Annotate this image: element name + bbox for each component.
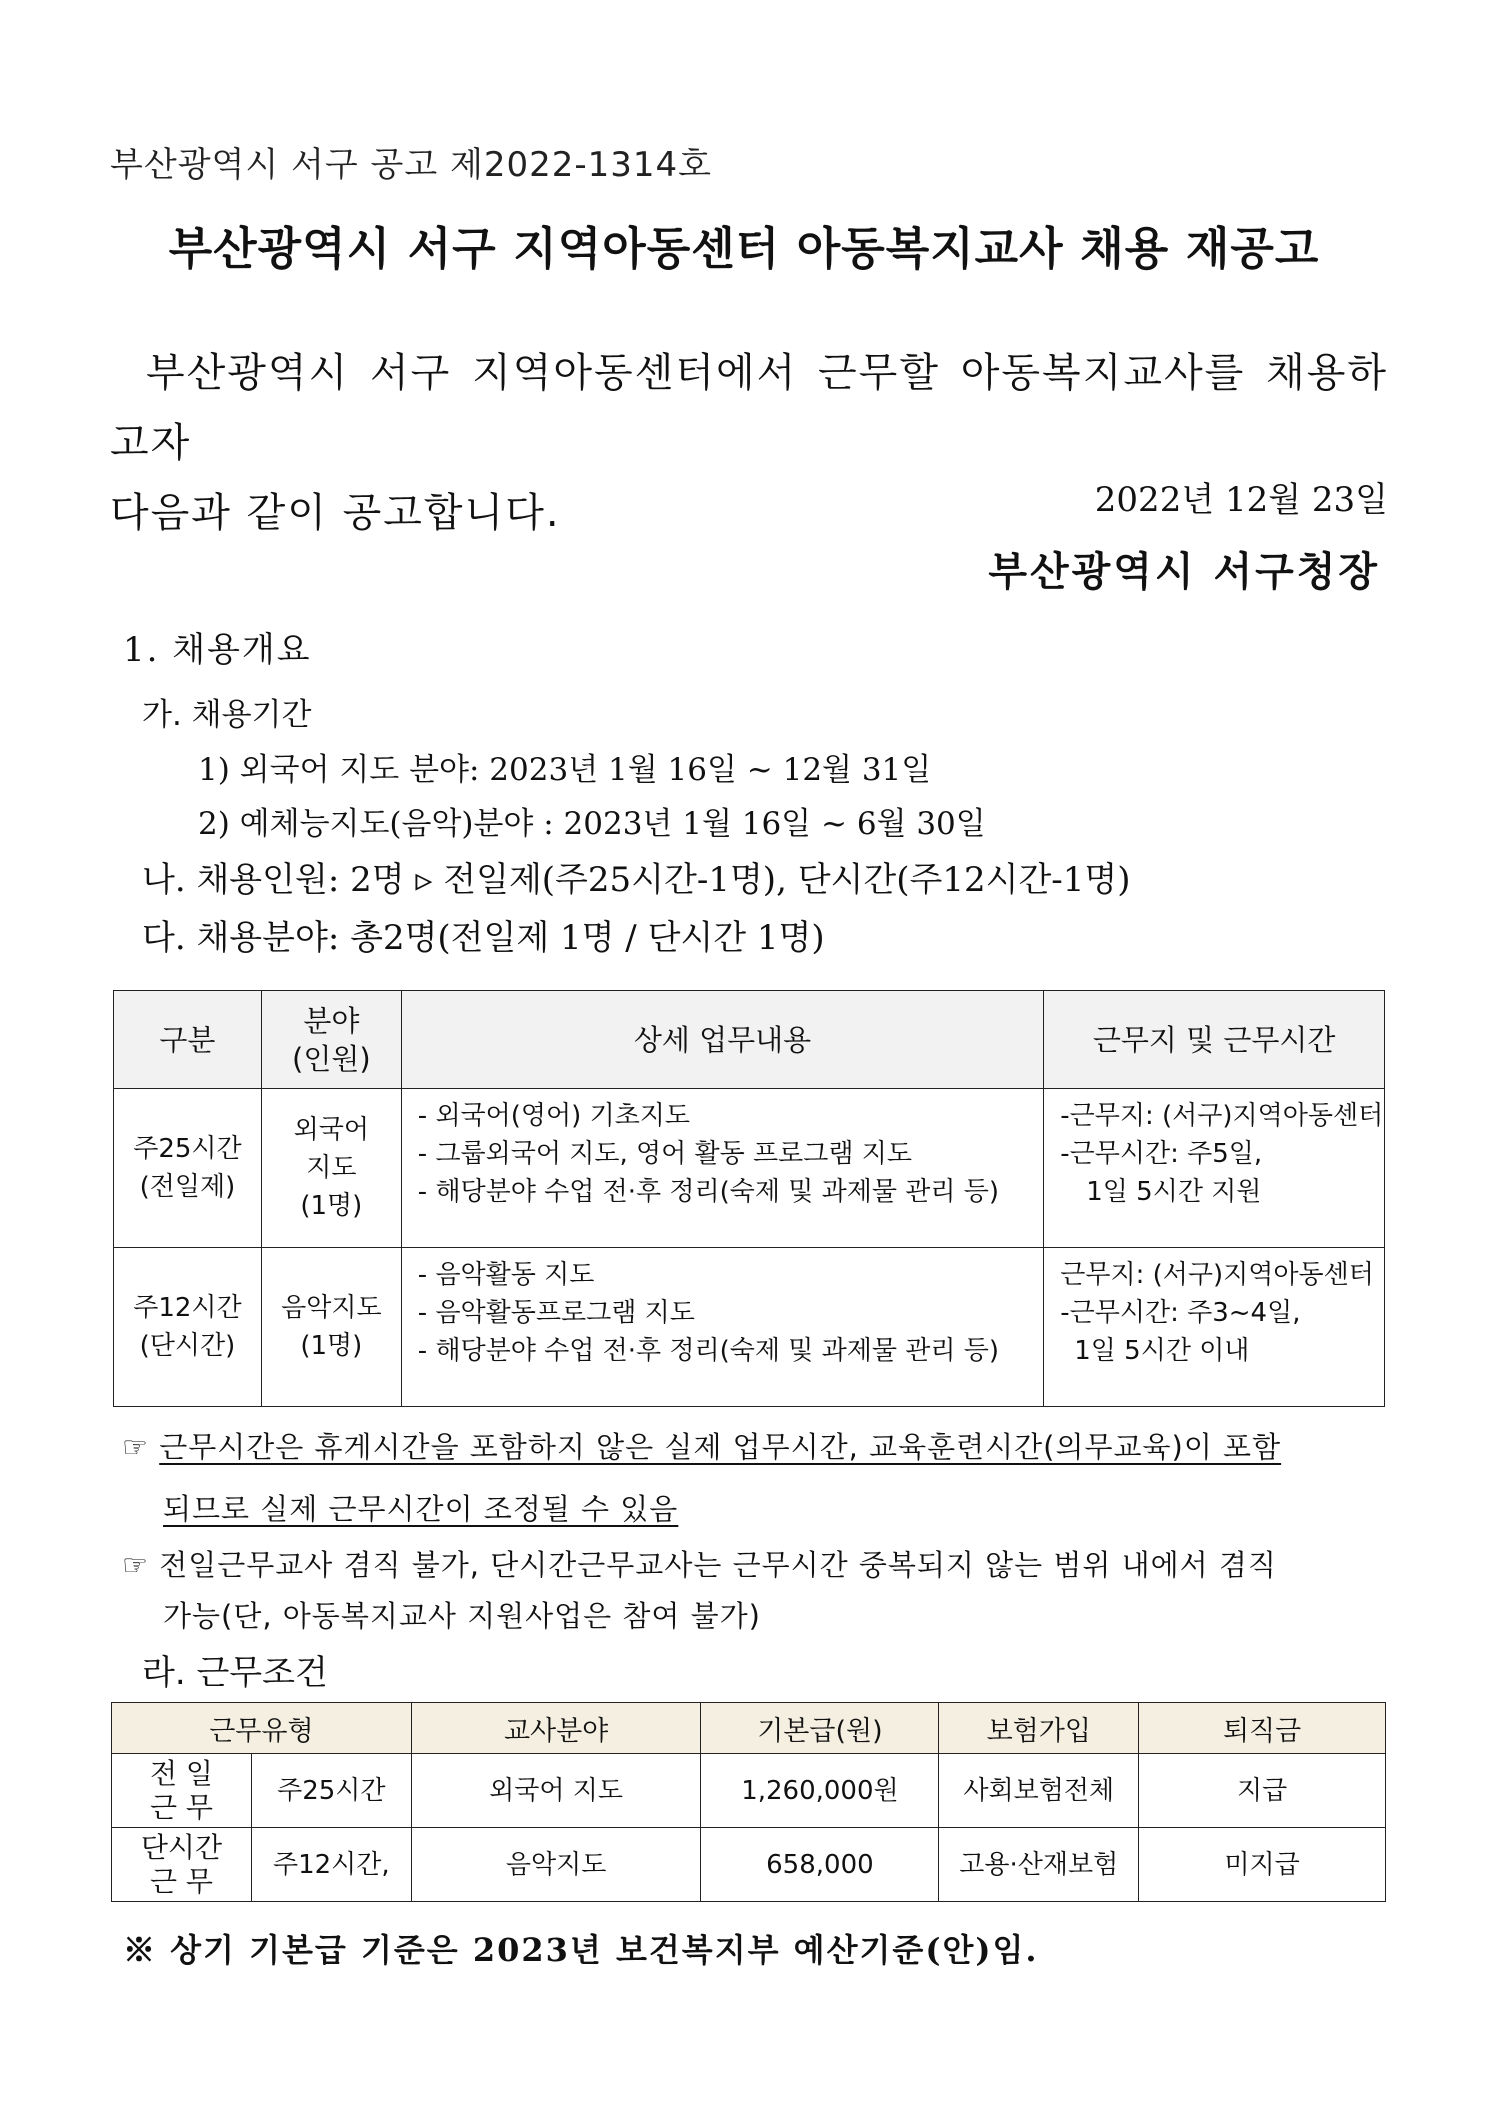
cell-location: -근무지: (서구)지역아동센터 -근무시간: 주5일, 1일 5시간 지원 <box>1044 1089 1385 1248</box>
pointer-icon: ☞ <box>122 1430 149 1464</box>
table-row <box>112 1754 1386 1828</box>
page-title: 부산광역시 서구 지역아동센터 아동복지교사 채용 재공고 <box>168 222 1320 275</box>
col-header-location: 근무지 및 근무시간 <box>1044 991 1385 1089</box>
intro-line-2: 다음과 같이 공고합니다. <box>110 490 561 536</box>
col-header-duties: 상세 업무내용 <box>401 991 1043 1089</box>
fields: 다. 채용분야: 총2명(전일제 1명 / 단시간 1명) <box>142 918 825 958</box>
cell-field: 음악지도 (1명) <box>261 1248 401 1407</box>
cell-field: 외국어 지도 <box>411 1754 701 1828</box>
col-header-work-type: 근무유형 <box>112 1703 412 1754</box>
cell-hours: 주12시간, <box>251 1828 411 1902</box>
table-header-row <box>114 991 1385 1089</box>
cell-location: 근무지: (서구)지역아동센터 -근무시간: 주3~4일, 1일 5시간 이내 <box>1044 1248 1385 1407</box>
table-row <box>112 1828 1386 1902</box>
note-2-line-1: ☞ 전일근무교사 겸직 불가, 단시간근무교사는 근무시간 중복되지 않는 범위 내에서 겸직 <box>122 1548 1277 1582</box>
intro-line-1: 부산광역시 서구 지역아동센터에서 근무할 아동복지교사를 채용하고자 <box>110 350 1388 466</box>
signer: 부산광역시 서구청장 <box>988 548 1380 595</box>
period-item-1: 1) 외국어 지도 분야: 2023년 1월 16일 ~ 12월 31일 <box>198 752 932 788</box>
cell-insurance: 고용·산재보험 <box>939 1828 1139 1902</box>
table-row <box>114 1089 1385 1248</box>
cell-field: 음악지도 <box>411 1828 701 1902</box>
note-1-line-1: ☞ 근무시간은 휴게시간을 포함하지 않은 실제 업무시간, 교육훈련시간(의무교육)이 포함 <box>122 1430 1282 1464</box>
headcount: 나. 채용인원: 2명 ▹ 전일제(주25시간-1명), 단시간(주12시간-1명) <box>142 860 1131 900</box>
col-header-severance: 퇴직금 <box>1139 1703 1386 1754</box>
period-heading: 가. 채용기간 <box>142 697 312 733</box>
cell-hours: 주25시간 <box>251 1754 411 1828</box>
pointer-icon: ☞ <box>122 1548 149 1582</box>
recruitment-table <box>113 990 1385 1407</box>
col-header-field: 교사분야 <box>411 1703 701 1754</box>
note-1-line-2: 되므로 실제 근무시간이 조정될 수 있음 <box>163 1492 679 1526</box>
period-item-2: 2) 예체능지도(음악)분야 : 2023년 1월 16일 ~ 6월 30일 <box>198 806 986 842</box>
cell-field: 외국어 지도 (1명) <box>261 1089 401 1248</box>
cell-severance: 지급 <box>1139 1754 1386 1828</box>
cell-pay: 658,000 <box>701 1828 939 1902</box>
table-row <box>114 1248 1385 1407</box>
cell-insurance: 사회보험전체 <box>939 1754 1139 1828</box>
cell-severance: 미지급 <box>1139 1828 1386 1902</box>
cell-work-type: 전 일 근 무 <box>112 1754 252 1828</box>
cell-work-type: 단시간 근 무 <box>112 1828 252 1902</box>
footnote: ※ 상기 기본급 기준은 2023년 보건복지부 예산기준(안)임. <box>123 1931 1039 1969</box>
cell-pay: 1,260,000원 <box>701 1754 939 1828</box>
section-heading: 1. 채용개요 <box>123 630 312 670</box>
col-header-pay: 기본급(원) <box>701 1703 939 1754</box>
cell-duties: - 음악활동 지도 - 음악활동프로그램 지도 - 해당분야 수업 전·후 정리(숙제 및 과제물 관리 등) <box>401 1248 1043 1407</box>
note-2-line-2: 가능(단, 아동복지교사 지원사업은 참여 불가) <box>163 1599 761 1633</box>
table-header-row <box>112 1703 1386 1754</box>
col-header-type: 구분 <box>114 991 262 1089</box>
conditions-heading: 라. 근무조건 <box>142 1653 328 1693</box>
cell-type: 주12시간 (단시간) <box>114 1248 262 1407</box>
notice-number: 부산광역시 서구 공고 제2022-1314호 <box>110 145 713 185</box>
col-header-field: 분야 (인원) <box>261 991 401 1089</box>
notice-date: 2022년 12월 23일 <box>1094 480 1388 520</box>
col-header-insurance: 보험가입 <box>939 1703 1139 1754</box>
cell-duties: - 외국어(영어) 기초지도 - 그룹외국어 지도, 영어 활동 프로그램 지도 - 해당분야 수업 전·후 정리(숙제 및 과제물 관리 등) <box>401 1089 1043 1248</box>
cell-type: 주25시간 (전일제) <box>114 1089 262 1248</box>
conditions-table <box>111 1702 1386 1902</box>
